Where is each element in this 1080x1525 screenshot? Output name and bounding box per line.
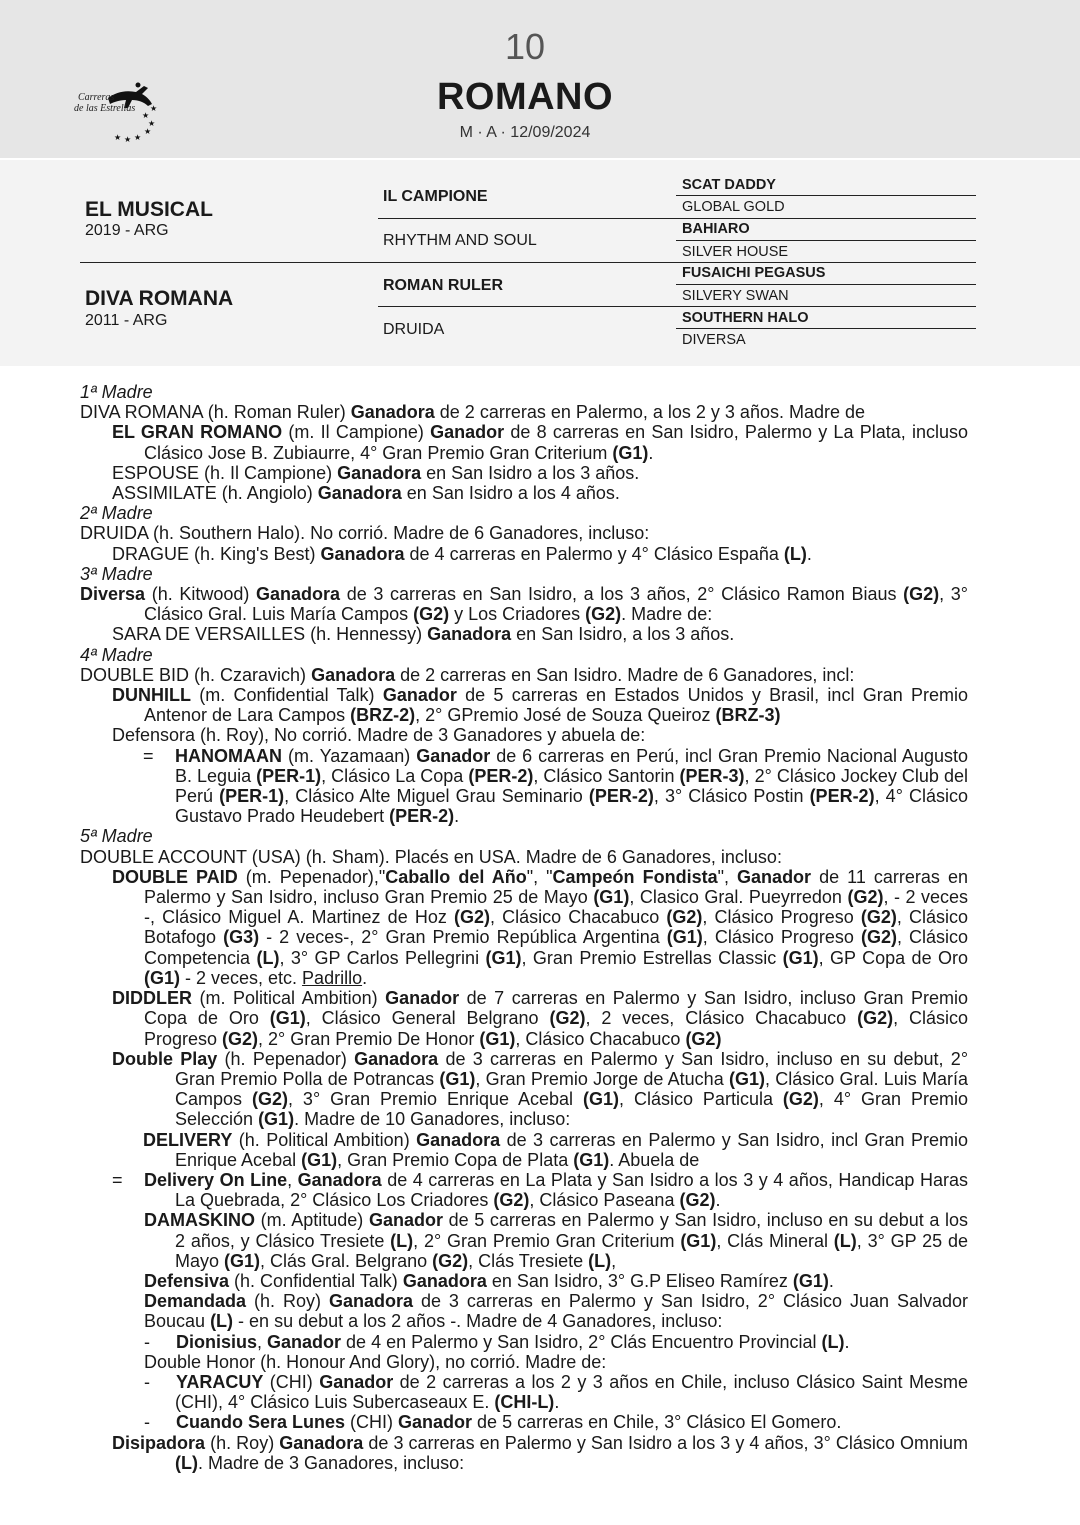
horse-name: ROMANO <box>436 76 614 118</box>
dam-paragraph: DOUBLE ACCOUNT (USA) (h. Sham). Placés en USA. Madre de 6 Ganadores, incluso: <box>80 846 782 867</box>
g3-name: SOUTHERN HALO <box>682 310 809 326</box>
produce-entry: EL GRAN ROMANO (m. Il Campione) Ganador de 8 carreras en San Isidro, Palermo y La Plata, incluso Clásico Jose B. Zubiaurre, 4° Gran Premio Gran Criterium (G1). <box>112 422 968 463</box>
produce-entry: DELIVERY (h. Political Ambition) Ganadora de 3 carreras en Palermo y San Isidro, incl Gran Premio Enrique Acebal (G1), Gran Premio Copa de Plata (G1). Abuela de <box>143 1129 968 1170</box>
g3-divider <box>676 195 976 196</box>
dam-paragraph: DOUBLE BID (h. Czaravich) Ganadora de 2 carreras en San Isidro. Madre de 6 Ganadores, incl: <box>80 664 855 685</box>
g3-divider <box>676 240 976 241</box>
g3-name: DIVERSA <box>682 332 746 348</box>
divider-main <box>80 262 976 263</box>
produce-name: Disipadora <box>112 1432 206 1453</box>
produce-entry: DUNHILL (m. Confidential Talk) Ganador de 5 carreras en Estados Unidos y Brasil, incl Gran Premio Antenor de Lara Campos (BRZ-2), 2° GPremio José de Souza Queiroz (BRZ-3) <box>112 685 969 726</box>
produce-entry: = Delivery On Line, Ganadora de 4 carreras en La Plata y San Isidro a los 3 y 4 años, Handicap Haras La Quebrada, 2° Clásico Los Criadores (G2), Clásico Paseana (G2). <box>112 1169 968 1211</box>
g3-divider <box>676 306 976 307</box>
dam-year: 2011 - ARG <box>85 312 168 329</box>
g3-name: FUSAICHI PEGASUS <box>682 265 826 281</box>
produce-entry: Double Play (h. Pepenador) Ganadora de 3 carreras en Palermo y San Isidro, incluso en su debut, 2° Gran Premio Polla de Potrancas (G1), Gran Premio Jorge de Atucha (G1), Clásico Gral. Luis María Campos (G2), 3° Gran Premio Enrique Acebal (G1), Clásico Particula (G2), 4° Gran Premio Selección (G1). Madre de 10 Ganadores, incluso: <box>112 1048 969 1130</box>
produce-entry: DAMASKINO (m. Aptitude) Ganador de 5 carreras en Palermo y San Isidro, incluso en su debut a los 2 años, y Clásico Tresiete (L), 2° Gran Premio Gran Criterium (G1), Clás Mineral (L), 3° GP 25 de Mayo (G1), Clás Gral. Belgrano (G2), Clás Tresiete (L), <box>144 1210 969 1271</box>
dam-heading: 3ª Madre <box>80 563 153 584</box>
svg-text:★: ★ <box>124 135 132 144</box>
dam-name-bold: Diversa <box>80 584 146 605</box>
catalogue-body <box>80 382 968 1473</box>
produce-entry: Defensiva (h. Confidential Talk) Ganadora en San Isidro, 3° G.P Eliseo Ramírez (G1). <box>144 1270 834 1291</box>
dam-paragraph: Diversa (h. Kitwood) Ganadora de 3 carreras en San Isidro, a los 3 años, 2° Clásico Ramon Biaus (G2), 3° Clásico Gral. Luis María Campos (G2) y Los Criadores (G2). Madre de: <box>80 584 968 625</box>
produce-name: Dionisius <box>176 1331 258 1352</box>
produce-entry: - Cuando Sera Lunes (CHI) Ganador de 5 carreras en Chile, 3° Clásico El Gomero. <box>144 1412 842 1433</box>
produce-name: Defensiva <box>144 1270 230 1291</box>
g3-name: SILVERY SWAN <box>682 288 789 304</box>
svg-text:★: ★ <box>148 119 156 128</box>
dam-dam-name: DRUIDA <box>383 321 445 338</box>
produce-name: HANOMAAN <box>175 745 282 766</box>
g3-name: SCAT DADDY <box>682 177 776 193</box>
svg-text:★: ★ <box>142 111 150 120</box>
g3-name: BAHIARO <box>682 221 750 237</box>
svg-text:★: ★ <box>114 133 122 142</box>
produce-name: DUNHILL <box>112 685 191 706</box>
sire-year: 2019 - ARG <box>85 222 169 239</box>
produce-entry: - YARACUY (CHI) Ganador de 2 carreras a los 2 y 3 años en Chile, incluso Clásico Saint Mesme (CHI), 4° Clásico Luis Subercaseaux E. (CHI-L). <box>144 1371 968 1413</box>
produce-entry: SARA DE VERSAILLES (h. Hennessy) Ganadora en San Isidro, a los 3 años. <box>112 624 735 645</box>
horse-meta: M · A · 12/09/2024 <box>459 124 591 141</box>
produce-entry: DOUBLE PAID (m. Pepenador),"Caballo del Año", "Campeón Fondista", Ganador de 11 carreras en Palermo y San Isidro, incluso Gran Premio 25 de Mayo (G1), Clasico Gral. Pueyrredon (G2), - 2 veces -, Clásico Miguel A. Martinez de Hoz (G2), Clásico Chacabuco (G2), Clásico Progreso (G2), Clásico Botafogo (G3) - 2 veces-, 2° Gran Premio República Argentina (G1), Clásico Progreso (G2), Clásico Competencia (L), 3° GP Carlos Pellegrini (G1), Gran Premio Estrellas Classic (G1), GP Copa de Oro (G1) - 2 veces, etc. Padrillo. <box>112 866 969 988</box>
lot-number: 10 <box>504 26 546 67</box>
produce-entry: ASSIMILATE (h. Angiolo) Ganadora en San Isidro a los 4 años. <box>112 483 620 504</box>
produce-name: Double Play <box>112 1048 218 1069</box>
produce-name: Cuando Sera Lunes <box>176 1412 346 1433</box>
produce-entry: Defensora (h. Roy), No corrió. Madre de 3 Ganadores y abuela de: <box>112 725 646 746</box>
produce-name: DOUBLE PAID <box>112 866 238 887</box>
stallion-note: Padrillo <box>302 967 363 988</box>
dam-paragraph: DIVA ROMANA (h. Roman Ruler) Ganadora de 2 carreras en Palermo, a los 2 y 3 años. Madre de <box>80 402 866 423</box>
pedigree-table <box>0 160 1080 366</box>
dam-paragraph: DRUIDA (h. Southern Halo). No corrió. Madre de 6 Ganadores, incluso: <box>80 523 650 544</box>
logo-text-line1: Carreras <box>78 92 115 103</box>
dam-heading: 5ª Madre <box>80 826 153 847</box>
produce-entry: Demandada (h. Roy) Ganadora de 3 carreras en Palermo y San Isidro, 2° Clásico Juan Salvador Boucau (L) - en su debut a los 2 años -. Madre de 4 Ganadores, incluso: <box>144 1291 968 1332</box>
svg-text:★: ★ <box>134 133 142 142</box>
g3-name: SILVER HOUSE <box>682 244 789 260</box>
produce-entry: = HANOMAAN (m. Yazamaan) Ganador de 6 carreras en Perú, incl Gran Premio Nacional Augusto B. Leguia (PER-1), Clásico La Copa (PER-2), Clásico Santorin (PER-3), 2° Clásico Jockey Club del Perú (PER-1), Clásico Alte Miguel Grau Seminario (PER-2), 3° Clásico Postin (PER-2), 4° Clásico Gustavo Prado Heudebert (PER-2). <box>143 745 969 827</box>
produce-entry: Double Honor (h. Honour And Glory), no corrió. Madre de: <box>144 1351 607 1372</box>
logo-text-line2: de las Estrellas <box>74 103 136 114</box>
g3-name: GLOBAL GOLD <box>682 199 785 215</box>
produce-entry: - Dionisius, Ganador de 4 en Palermo y San Isidro, 2° Clás Encuentro Provincial (L). <box>144 1331 850 1352</box>
dam-heading: 1ª Madre <box>80 382 153 402</box>
produce-name: Demandada <box>144 1291 247 1312</box>
produce-name: DAMASKINO <box>144 1210 255 1231</box>
svg-text:★: ★ <box>144 127 152 136</box>
produce-name: DIDDLER <box>112 988 192 1009</box>
produce-entry: DRAGUE (h. King's Best) Ganadora de 4 carreras en Palermo y 4° Clásico España (L). <box>112 543 812 564</box>
produce-name: YARACUY <box>176 1371 264 1392</box>
produce-entry: Disipadora (h. Roy) Ganadora de 3 carreras en Palermo y San Isidro a los 3 y 4 años, 3° Clásico Omnium (L). Madre de 3 Ganadores, incluso: <box>112 1432 968 1473</box>
g3-divider <box>676 284 976 285</box>
produce-name: EL GRAN ROMANO <box>112 422 283 443</box>
dam-sire-name: ROMAN RULER <box>383 277 503 294</box>
sire-dam-name: RHYTHM AND SOUL <box>383 232 537 249</box>
sire-sire-name: IL CAMPIONE <box>383 188 488 205</box>
produce-name: DELIVERY <box>143 1129 233 1150</box>
dam-name: DIVA ROMANA <box>85 287 234 310</box>
produce-entry: ESPOUSE (h. Il Campione) Ganadora en San Isidro a los 3 años. <box>112 462 640 483</box>
header-band <box>0 0 1080 158</box>
produce-name: Delivery On Line <box>144 1169 288 1190</box>
svg-text:★: ★ <box>150 104 158 113</box>
g3-divider <box>676 328 976 329</box>
dam-heading: 2ª Madre <box>80 503 153 524</box>
produce-entry: DIDDLER (m. Political Ambition) Ganador de 7 carreras en Palermo y San Isidro, incluso Gran Premio Copa de Oro (G1), Clásico General Belgrano (G2), 2 veces, Clásico Chacabuco (G2), Clásico Progreso (G2), 2° Gran Premio De Honor (G1), Clásico Chacabuco (G2) <box>112 988 968 1049</box>
sire-name: EL MUSICAL <box>85 198 213 221</box>
dam-heading: 4ª Madre <box>80 644 153 665</box>
g3-divider <box>676 218 976 219</box>
